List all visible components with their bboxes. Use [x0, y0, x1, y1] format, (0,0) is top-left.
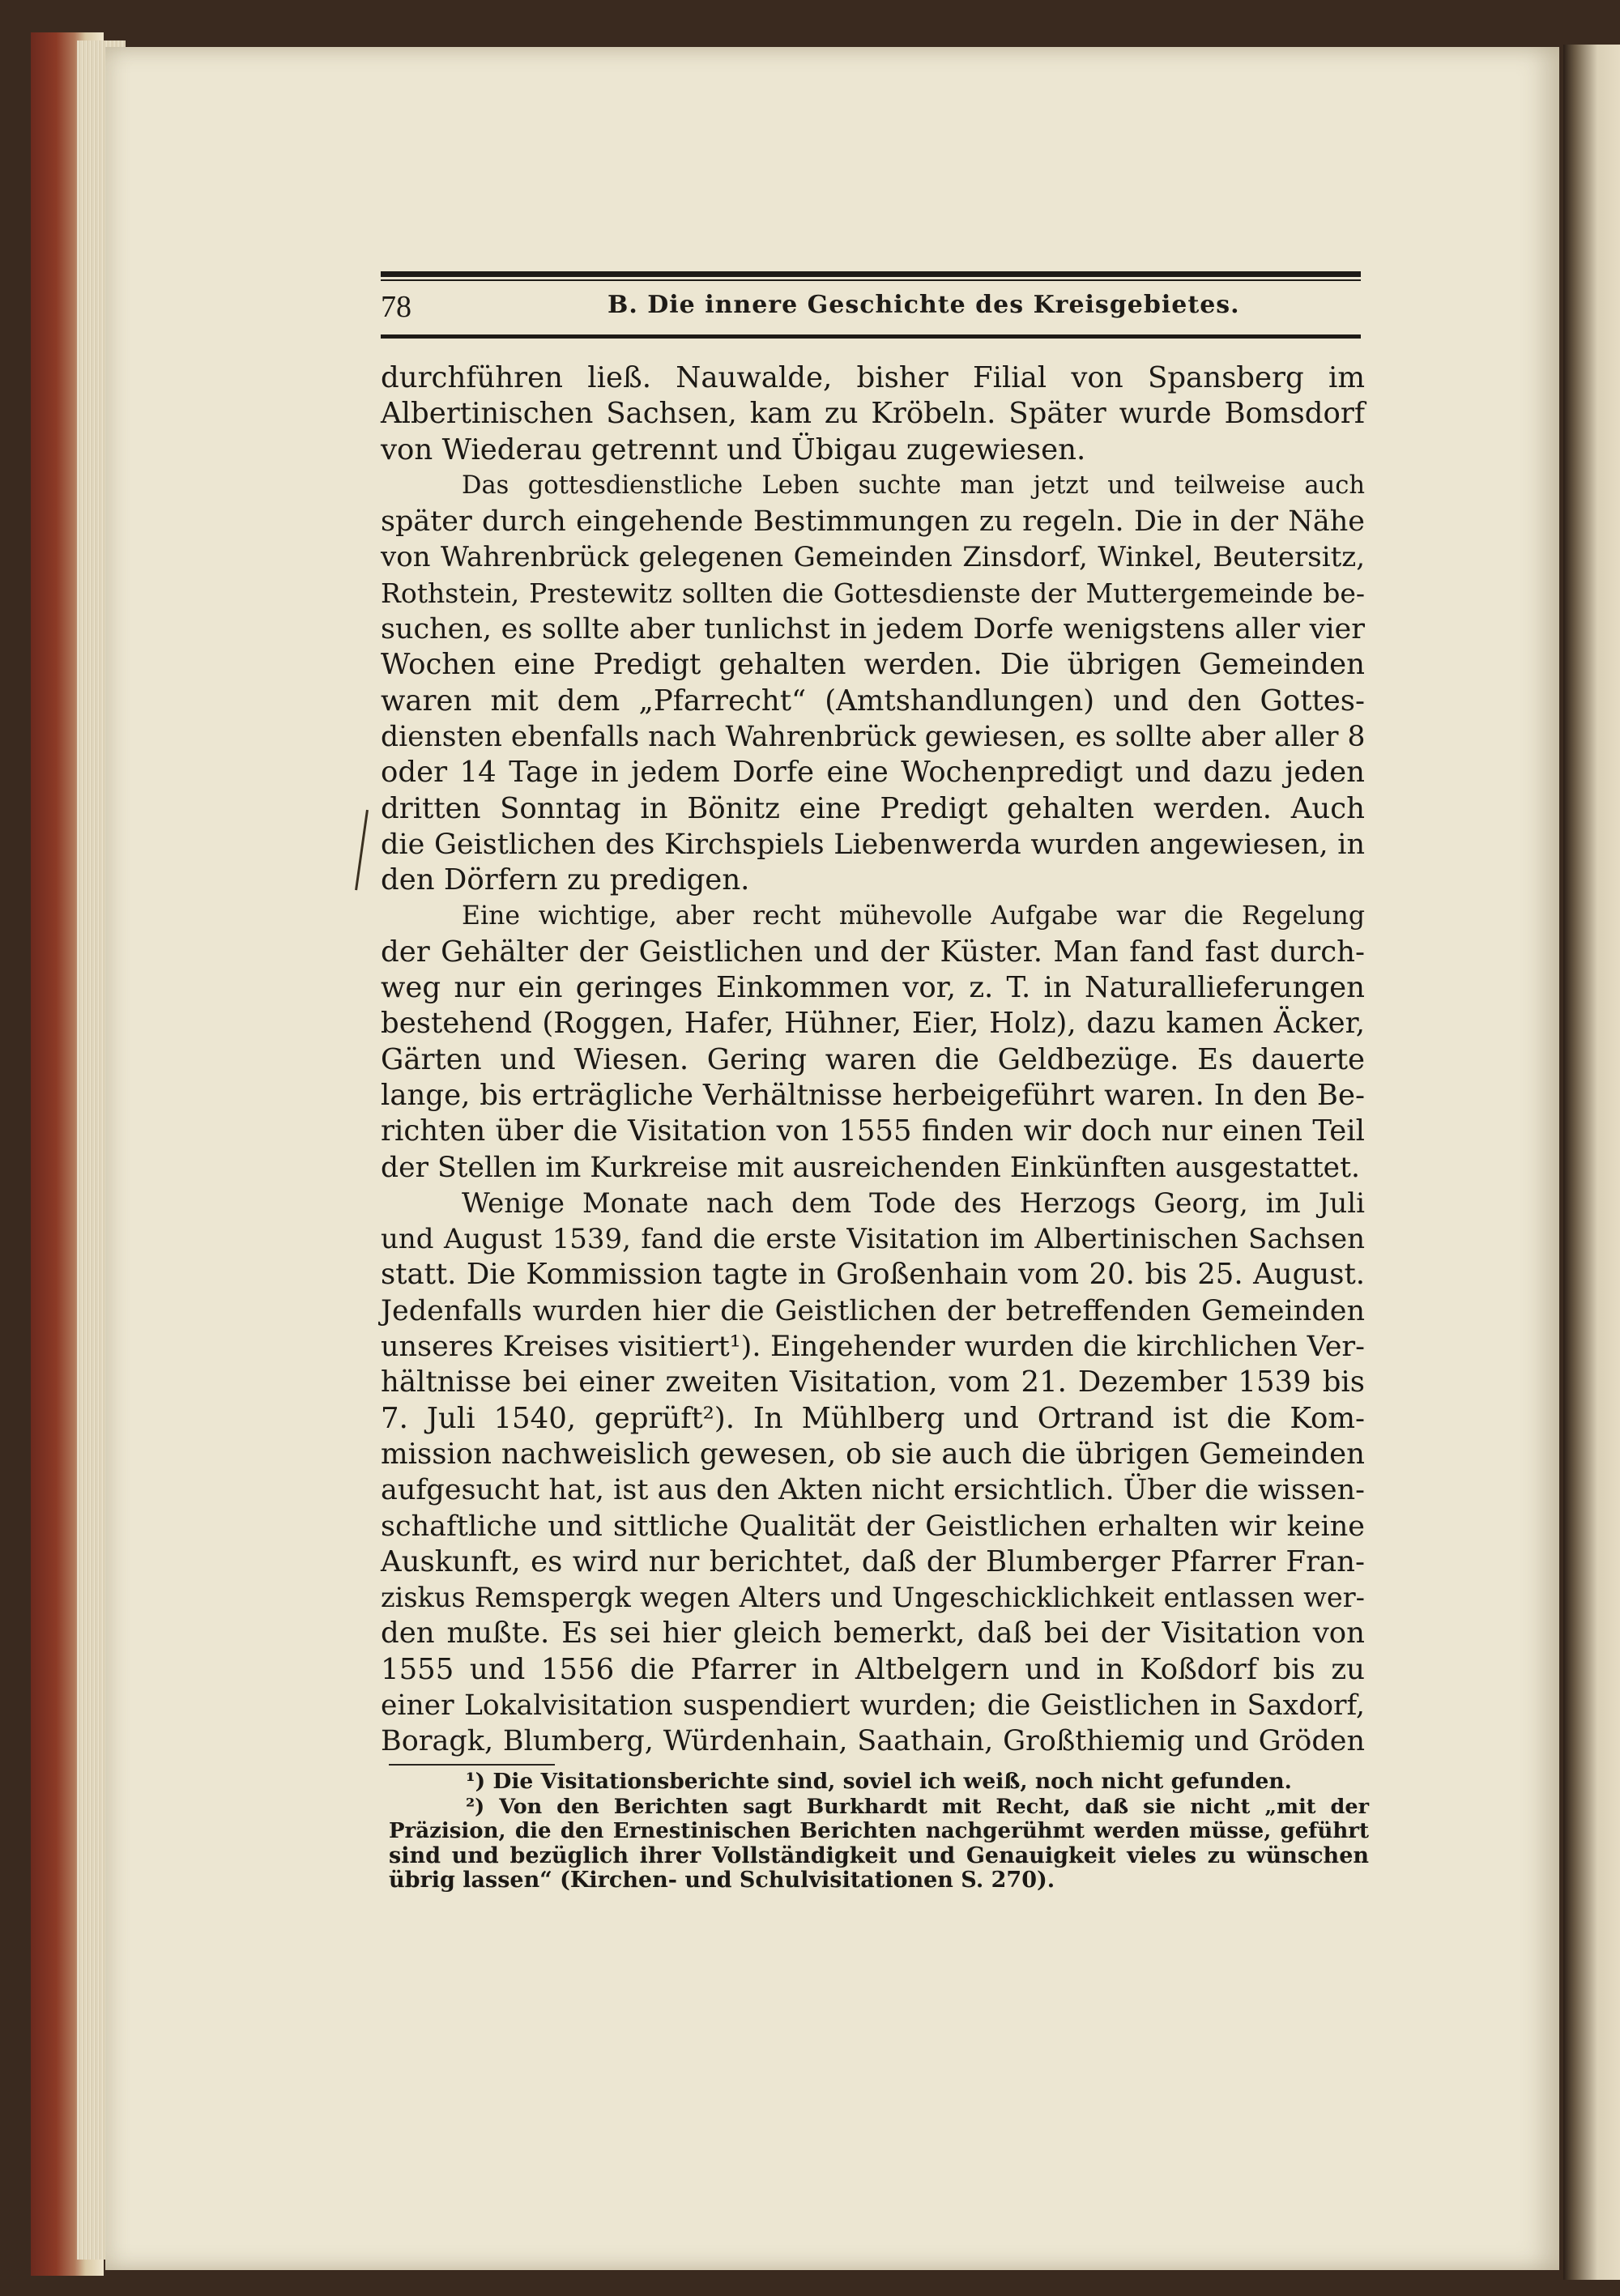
text-line: Boragk, Blumberg, Würdenhain, Saathain, Großthiemig und Gröden [381, 1725, 1365, 1758]
text-line: waren mit dem „Pfarrecht“ (Amtshandlungen) und den Gottes- [381, 684, 1365, 718]
text-line: von Wiederau getrennt und Übigau zugewiesen. [381, 432, 1086, 466]
text-line: bestehend (Roggen, Hafer, Hühner, Eier, Holz), dazu kamen Äcker, [381, 1007, 1365, 1041]
header-rule-bottom [381, 334, 1361, 339]
footnote-line: sind und bezüglich ihrer Vollständigkeit und Genauigkeit vieles zu wünschen [389, 1842, 1369, 1868]
text-line: dritten Sonntag in Bönitz eine Predigt gehalten werden. Auch [381, 791, 1365, 825]
text-line: ziskus Remspergk wegen Alters und Ungeschicklichkeit entlassen wer- [381, 1582, 1365, 1614]
page-number: 78 [381, 290, 411, 324]
text-line: 1555 und 1556 die Pfarrer in Altbelgern und in Koßdorf bis zu [381, 1652, 1365, 1686]
text-line: Jedenfalls wurden hier die Geistlichen der betreffenden Gemeinden [381, 1294, 1365, 1327]
text-line: Das gottesdienstliche Leben suchte man jetzt und teilweise auch [462, 471, 1365, 500]
text-line: Wenige Monate nach dem Tode des Herzogs Georg, im Juli [462, 1186, 1365, 1220]
text-line: oder 14 Tage in jedem Dorfe eine Wochenpredigt und dazu jeden [381, 756, 1365, 790]
footnote-separator [389, 1764, 555, 1766]
text-line: aufgesucht hat, ist aus den Akten nicht ersichtlich. Über die wissen- [381, 1474, 1365, 1507]
text-line: durchführen ließ. Nauwalde, bisher Filial von Spansberg im [381, 361, 1365, 394]
text-line: unseres Kreises visitiert¹). Eingehender wurden die kirchlichen Ver- [381, 1331, 1365, 1364]
footnote-line: übrig lassen“ (Kirchen- und Schulvisitationen S. 270). [389, 1868, 1055, 1893]
text-line: Wochen eine Predigt gehalten werden. Die übrigen Gemeinden [381, 648, 1365, 682]
text-line: den mußte. Es sei hier gleich bemerkt, daß bei der Visitation von [381, 1617, 1365, 1651]
footnote-line: Präzision, die den Ernestinischen Berichten nachgerühmt werden müsse, geführt [389, 1819, 1369, 1843]
footnote-line: ²) Von den Berichten sagt Burkhardt mit Recht, daß sie nicht „mit der [466, 1794, 1369, 1819]
text-line: weg nur ein geringes Einkommen vor, z. T. in Naturallieferungen [381, 971, 1365, 1005]
header-rule-thin [381, 279, 1361, 281]
text-line: suchen, es sollte aber tunlichst in jedem Dorfe wenigstens aller vier [381, 613, 1365, 646]
text-line: von Wahrenbrück gelegenen Gemeinden Zinsdorf, Winkel, Beutersitz, [381, 541, 1365, 574]
text-line: hältnisse bei einer zweiten Visitation, vom 21. Dezember 1539 bis [381, 1365, 1365, 1399]
text-line: schaftliche und sittliche Qualität der Geistlichen erhalten wir keine [381, 1510, 1365, 1543]
text-line: diensten ebenfalls nach Wahrenbrück gewiesen, es sollte aber aller 8 [381, 720, 1366, 753]
facing-page-edge [1563, 45, 1620, 2280]
text-line: Eine wichtige, aber recht mühevolle Aufgabe war die Regelung [462, 901, 1365, 931]
text-line: Gärten und Wiesen. Gering waren die Geldbezüge. Es dauerte [381, 1042, 1365, 1076]
text-line: Auskunft, es wird nur berichtet, daß der Blumberger Pfarrer Fran- [381, 1544, 1365, 1578]
text-line: Rothstein, Prestewitz sollten die Gottesdienste der Muttergemeinde be- [381, 577, 1365, 609]
text-line: die Geistlichen des Kirchspiels Liebenwerda wurden angewiesen, in [381, 828, 1365, 861]
text-line: der Stellen im Kurkreise mit ausreichenden Einkünften ausgestattet. [381, 1151, 1360, 1184]
text-line: Albertinischen Sachsen, kam zu Kröbeln. Später wurde Bomsdorf [381, 397, 1365, 431]
text-line: einer Lokalvisitation suspendiert wurden; die Geistlichen in Saxdorf, [381, 1689, 1365, 1722]
text-line: mission nachweislich gewesen, ob sie auch die übrigen Gemeinden [381, 1437, 1365, 1471]
text-line: der Gehälter der Geistlichen und der Küster. Man fand fast durch- [381, 935, 1365, 969]
text-line: lange, bis erträgliche Verhältnisse herbeigeführt waren. In den Be- [381, 1078, 1365, 1112]
text-line: statt. Die Kommission tagte in Großenhain vom 20. bis 25. August. [381, 1258, 1365, 1292]
text-line: den Dörfern zu predigen. [381, 863, 750, 897]
running-head: B. Die innere Geschichte des Kreisgebietes. [608, 291, 1240, 319]
body-text [381, 360, 1365, 1760]
page-header [381, 271, 1361, 340]
text-line: später durch eingehende Bestimmungen zu regeln. Die in der Nähe [381, 505, 1365, 539]
header-rule-thick [381, 271, 1361, 277]
footnote-line: ¹) Die Visitationsberichte sind, soviel ich weiß, noch nicht gefunden. [466, 1769, 1292, 1794]
footnotes [389, 1770, 1369, 1893]
text-line: 7. Juli 1540, geprüft²). In Mühlberg und Ortrand ist die Kom- [381, 1401, 1365, 1435]
text-line: richten über die Visitation von 1555 finden wir doch nur einen Teil [381, 1114, 1365, 1148]
text-line: und August 1539, fand die erste Visitation im Albertinischen Sachsen [381, 1223, 1365, 1256]
